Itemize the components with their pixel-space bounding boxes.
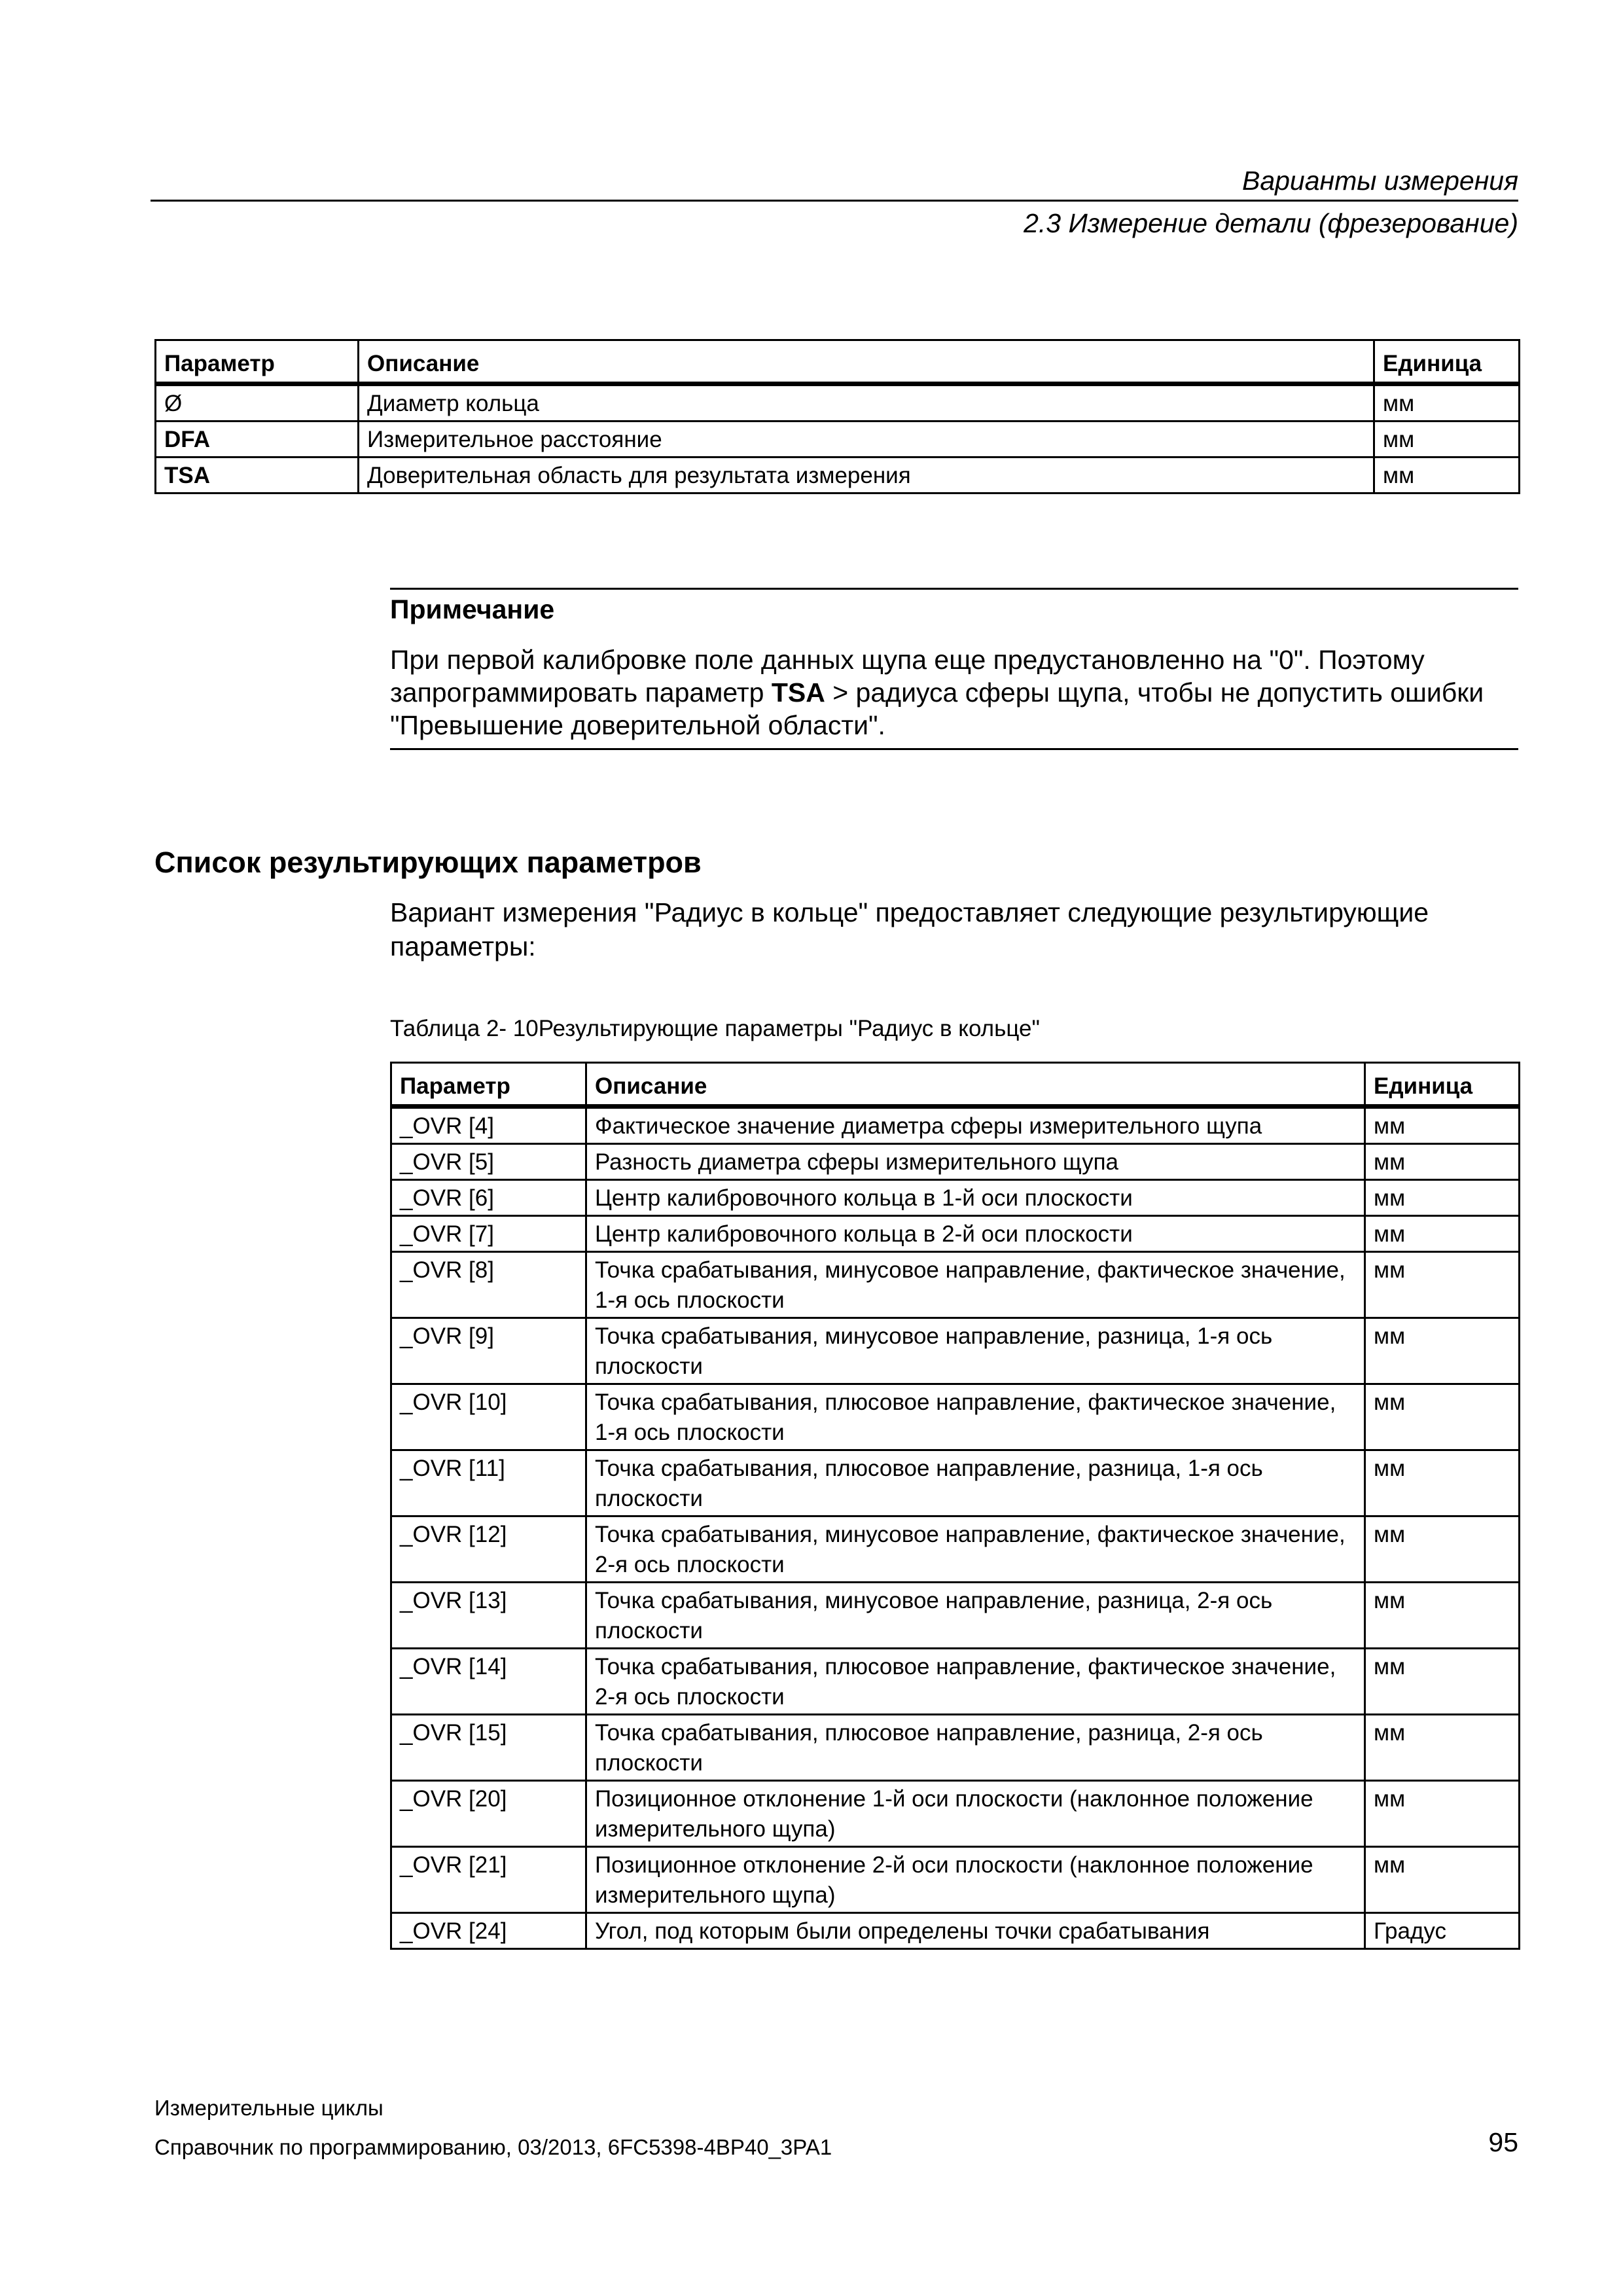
unit-cell: мм <box>1365 1318 1520 1384</box>
param-cell: TSA <box>156 457 359 493</box>
note-body <box>390 643 1518 742</box>
unit-cell: мм <box>1365 1384 1520 1450</box>
description-cell: Фактическое значение диаметра сферы измерительного щупа <box>586 1107 1365 1144</box>
unit-cell: Градус <box>1365 1913 1520 1949</box>
table-caption: Таблица 2- 10Результирующие параметры "Радиус в кольце" <box>390 1016 1040 1041</box>
section-intro: Вариант измерения "Радиус в кольце" предоставляет следующие результирующие параметры: <box>390 897 1429 961</box>
table-row <box>156 384 1520 422</box>
table-row <box>391 1107 1520 1144</box>
unit-cell: мм <box>1365 1516 1520 1583</box>
table-row <box>391 1516 1520 1583</box>
param-cell: _OVR [7] <box>391 1216 586 1252</box>
unit-cell: мм <box>1374 457 1520 493</box>
column-header-description: Описание <box>359 340 1374 384</box>
description-cell: Точка срабатывания, минусовое направление, фактическое значение, 2-я ось плоскости <box>586 1516 1365 1583</box>
unit-cell: мм <box>1365 1107 1520 1144</box>
param-cell: _OVR [12] <box>391 1516 586 1583</box>
note-bottom-rule <box>390 748 1518 750</box>
section-heading: Список результирующих параметров <box>154 846 702 879</box>
param-cell: _OVR [11] <box>391 1450 586 1516</box>
table-row <box>391 1715 1520 1781</box>
result-table-body <box>391 1107 1520 1949</box>
description-cell: Доверительная область для результата измерения <box>359 457 1374 493</box>
column-header-unit: Единица <box>1374 340 1520 384</box>
description-cell: Угол, под которым были определены точки срабатывания <box>586 1913 1365 1949</box>
table-row <box>391 1781 1520 1847</box>
parameter-table <box>154 339 1520 494</box>
column-header-unit: Единица <box>1365 1063 1520 1107</box>
note-top-rule <box>390 588 1518 590</box>
page-number: 95 <box>1488 2127 1518 2157</box>
column-header-parameter: Параметр <box>391 1063 586 1107</box>
table-row <box>156 457 1520 493</box>
description-cell: Центр калибровочного кольца в 1-й оси плоскости <box>586 1180 1365 1216</box>
param-cell: _OVR [15] <box>391 1715 586 1781</box>
description-cell: Точка срабатывания, плюсовое направление, разница, 1-я ось плоскости <box>586 1450 1365 1516</box>
param-cell: _OVR [14] <box>391 1649 586 1715</box>
description-cell: Разность диаметра сферы измерительного щупа <box>586 1144 1365 1180</box>
description-cell: Измерительное расстояние <box>359 422 1374 457</box>
param-cell: _OVR [13] <box>391 1583 586 1649</box>
param-cell: Ø <box>156 384 359 422</box>
description-cell: Позиционное отклонение 2-й оси плоскости (наклонное положение измерительного щупа) <box>586 1847 1365 1913</box>
unit-cell: мм <box>1365 1216 1520 1252</box>
table-row <box>391 1216 1520 1252</box>
param-cell: _OVR [20] <box>391 1781 586 1847</box>
table-header-row <box>391 1063 1520 1107</box>
note-title: Примечание <box>390 594 555 624</box>
table-row <box>391 1450 1520 1516</box>
param-cell: DFA <box>156 422 359 457</box>
column-header-description: Описание <box>586 1063 1365 1107</box>
unit-cell: мм <box>1365 1450 1520 1516</box>
table-row <box>391 1318 1520 1384</box>
table-row <box>391 1144 1520 1180</box>
unit-cell: мм <box>1374 384 1520 422</box>
footer-manual-info: Справочник по программированию, 03/2013, 6FC5398-4BP40_3PA1 <box>154 2135 832 2159</box>
unit-cell: мм <box>1365 1781 1520 1847</box>
result-parameter-table <box>390 1062 1520 1950</box>
param-cell: _OVR [8] <box>391 1252 586 1318</box>
note-text-after: > радиуса сферы щупа, чтобы не допустить ошибки "Превышение доверительной области". <box>390 677 1484 740</box>
footer-manual-title: Измерительные циклы <box>154 2096 383 2120</box>
param-cell: _OVR [10] <box>391 1384 586 1450</box>
unit-cell: мм <box>1365 1847 1520 1913</box>
description-cell: Позиционное отклонение 1-й оси плоскости (наклонное положение измерительного щупа) <box>586 1781 1365 1847</box>
table-row <box>391 1649 1520 1715</box>
unit-cell: мм <box>1365 1583 1520 1649</box>
description-cell: Точка срабатывания, минусовое направление, фактическое значение, 1-я ось плоскости <box>586 1252 1365 1318</box>
param-cell: _OVR [5] <box>391 1144 586 1180</box>
description-cell: Точка срабатывания, плюсовое направление, фактическое значение, 2-я ось плоскости <box>586 1649 1365 1715</box>
column-header-parameter: Параметр <box>156 340 359 384</box>
description-cell: Точка срабатывания, плюсовое направление, разница, 2-я ось плоскости <box>586 1715 1365 1781</box>
unit-cell: мм <box>1365 1715 1520 1781</box>
unit-cell: мм <box>1365 1180 1520 1216</box>
param-cell: _OVR [21] <box>391 1847 586 1913</box>
unit-cell: мм <box>1374 422 1520 457</box>
unit-cell: мм <box>1365 1649 1520 1715</box>
unit-cell: мм <box>1365 1252 1520 1318</box>
table-row <box>391 1847 1520 1913</box>
description-cell: Точка срабатывания, плюсовое направление, фактическое значение, 1-я ось плоскости <box>586 1384 1365 1450</box>
table-row <box>391 1384 1520 1450</box>
table-row <box>156 422 1520 457</box>
table-row <box>391 1252 1520 1318</box>
header-rule <box>151 200 1518 202</box>
note-text-before: При первой калибровке поле данных щупа еще предустановленно на "0". Поэтому запрограммировать параметр <box>390 645 1425 708</box>
unit-cell: мм <box>1365 1144 1520 1180</box>
running-header-title: Варианты измерения <box>1241 166 1518 196</box>
description-cell: Точка срабатывания, минусовое направление, разница, 1-я ось плоскости <box>586 1318 1365 1384</box>
description-cell: Точка срабатывания, минусовое направление, разница, 2-я ось плоскости <box>586 1583 1365 1649</box>
running-header-subtitle: 2.3 Измерение детали (фрезерование) <box>1024 208 1518 238</box>
table-row <box>391 1583 1520 1649</box>
param-cell: _OVR [9] <box>391 1318 586 1384</box>
param-cell: _OVR [24] <box>391 1913 586 1949</box>
table-row <box>391 1180 1520 1216</box>
note-text-bold: TSA <box>771 677 825 708</box>
description-cell: Центр калибровочного кольца в 2-й оси плоскости <box>586 1216 1365 1252</box>
table-header-row <box>156 340 1520 384</box>
param-cell: _OVR [4] <box>391 1107 586 1144</box>
description-cell: Диаметр кольца <box>359 384 1374 422</box>
table-row <box>391 1913 1520 1949</box>
param-cell: _OVR [6] <box>391 1180 586 1216</box>
